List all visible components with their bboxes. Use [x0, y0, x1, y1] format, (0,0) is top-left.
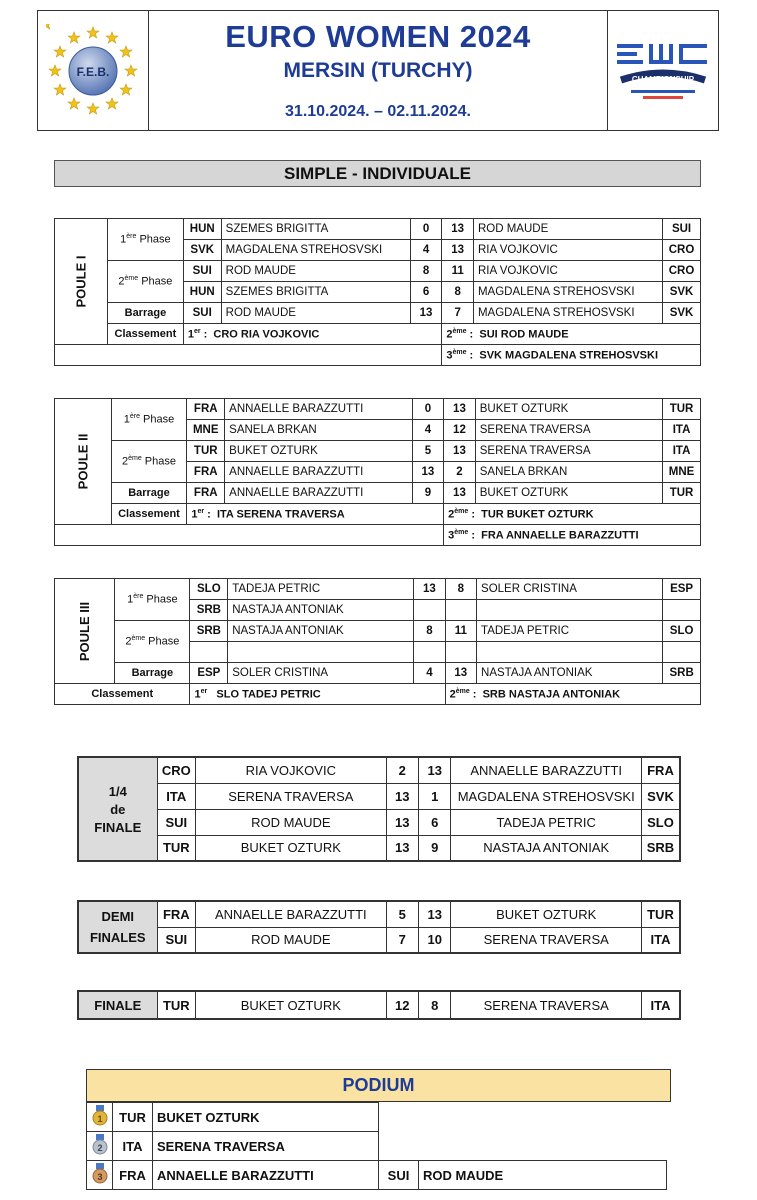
score: 4: [410, 240, 442, 261]
svg-text:2: 2: [96, 1142, 103, 1153]
score: 13: [444, 483, 476, 504]
player-name: [477, 642, 663, 663]
player-name: SZEMES BRIGITTA: [221, 282, 410, 303]
player-name: ROD MAUDE: [196, 809, 387, 835]
player-name: SERENA TRAVERSA: [196, 783, 387, 809]
country-code: MNE: [663, 462, 701, 483]
country-code: CRO: [663, 240, 701, 261]
gold-medal-icon: [87, 1103, 113, 1132]
poule-3-table: [54, 578, 701, 705]
score: 5: [386, 901, 418, 927]
score: 13: [412, 462, 443, 483]
player-name: BUKET OZTURK: [153, 1103, 379, 1132]
player-name: SZEMES BRIGITTA: [221, 219, 410, 240]
score: 11: [442, 261, 474, 282]
player-name: SERENA TRAVERSA: [153, 1132, 379, 1161]
country-code: [663, 600, 701, 621]
score: 2: [444, 462, 476, 483]
country-code: HUN: [183, 282, 221, 303]
ewc-logo-icon: [613, 36, 713, 106]
player-name: SERENA TRAVERSA: [475, 420, 662, 441]
player-name: SANELA BRKAN: [475, 462, 662, 483]
score: 7: [386, 927, 418, 953]
podium-title: PODIUM: [86, 1069, 671, 1102]
player-name: ANNAELLE BARAZZUTTI: [225, 462, 413, 483]
player-name: TADEJA PETRIC: [477, 621, 663, 642]
country-code: TUR: [157, 991, 196, 1019]
quarter-final-table: [77, 756, 681, 862]
country-code: ITA: [641, 927, 680, 953]
page-title: EURO WOMEN 2024: [225, 19, 531, 54]
player-name: MAGDALENA STREHOSVSKI: [451, 783, 642, 809]
phase-label: 1ère Phase: [111, 399, 187, 441]
player-name: ANNAELLE BARAZZUTTI: [225, 399, 413, 420]
podium-table: [86, 1102, 667, 1190]
country-code: TUR: [187, 441, 225, 462]
country-code: ESP: [190, 663, 228, 684]
country-code: ITA: [663, 441, 701, 462]
score: 8: [445, 579, 476, 600]
player-name: SERENA TRAVERSA: [451, 927, 642, 953]
score: 8: [442, 282, 474, 303]
score: 13: [444, 399, 476, 420]
player-name: TADEJA PETRIC: [451, 809, 642, 835]
player-name: TADEJA PETRIC: [228, 579, 414, 600]
player-name: MAGDALENA STREHOSVSKI: [473, 303, 662, 324]
player-name: MAGDALENA STREHOSVSKI: [473, 282, 662, 303]
country-code: SUI: [157, 809, 196, 835]
player-name: NASTAJA ANTONIAK: [451, 835, 642, 861]
player-name: SERENA TRAVERSA: [451, 991, 642, 1019]
player-name: ANNAELLE BARAZZUTTI: [196, 901, 387, 927]
score: 12: [386, 991, 418, 1019]
score: 4: [414, 663, 445, 684]
score: 13: [414, 579, 445, 600]
player-name: ANNAELLE BARAZZUTTI: [153, 1161, 379, 1190]
player-name: BUKET OZTURK: [196, 835, 387, 861]
score: 6: [419, 809, 451, 835]
country-code: SVK: [663, 303, 701, 324]
score: 13: [442, 219, 474, 240]
round-label: FINALE: [78, 991, 157, 1019]
country-code: ITA: [663, 420, 701, 441]
country-code: SUI: [157, 927, 196, 953]
country-code: CRO: [157, 757, 196, 783]
score: 9: [412, 483, 443, 504]
country-code: [190, 642, 228, 663]
country-code: SLO: [190, 579, 228, 600]
player-name: [228, 642, 414, 663]
player-name: ROD MAUDE: [419, 1161, 667, 1190]
score: 10: [419, 927, 451, 953]
rank-second: 2ème : SUI ROD MAUDE: [442, 324, 701, 345]
phase-label: 2ème Phase: [108, 261, 184, 303]
svg-text:1: 1: [96, 1113, 103, 1124]
player-name: NASTAJA ANTONIAK: [228, 621, 414, 642]
player-name: ROD MAUDE: [221, 303, 410, 324]
phase-label: 1ère Phase: [115, 579, 190, 621]
score: 13: [444, 441, 476, 462]
rank-first: 1er : ITA SERENA TRAVERSA: [187, 504, 444, 525]
poule-2-table: [54, 398, 701, 546]
country-code: SLO: [663, 621, 701, 642]
player-name: MAGDALENA STREHOSVSKI: [221, 240, 410, 261]
country-code: ITA: [113, 1132, 153, 1161]
country-code: SVK: [183, 240, 221, 261]
classement-label: Classement: [108, 324, 184, 345]
country-code: FRA: [157, 901, 196, 927]
svg-text:3: 3: [96, 1171, 103, 1182]
country-code: SVK: [641, 783, 680, 809]
country-code: TUR: [113, 1103, 153, 1132]
player-name: BUKET OZTURK: [225, 441, 413, 462]
phase-label: 1ère Phase: [108, 219, 184, 261]
player-name: [477, 600, 663, 621]
player-name: RIA VOJKOVIC: [473, 261, 662, 282]
round-label: 1/4 de FINALE: [78, 757, 157, 861]
score: [414, 642, 445, 663]
score: 8: [410, 261, 442, 282]
score: 0: [410, 219, 442, 240]
feb-logo: [38, 11, 149, 130]
country-code: SRB: [641, 835, 680, 861]
player-name: NASTAJA ANTONIAK: [477, 663, 663, 684]
player-name: SANELA BRKAN: [225, 420, 413, 441]
score: 7: [442, 303, 474, 324]
feb-logo-icon: [46, 24, 140, 118]
country-code: HUN: [183, 219, 221, 240]
player-name: ROD MAUDE: [196, 927, 387, 953]
country-code: MNE: [187, 420, 225, 441]
country-code: FRA: [187, 399, 225, 420]
player-name: ROD MAUDE: [221, 261, 410, 282]
score: 6: [410, 282, 442, 303]
score: 13: [410, 303, 442, 324]
score: 2: [386, 757, 418, 783]
country-code: SUI: [183, 303, 221, 324]
header: [37, 10, 719, 131]
country-code: CRO: [663, 261, 701, 282]
country-code: SLO: [641, 809, 680, 835]
score: 1: [419, 783, 451, 809]
score: [445, 600, 476, 621]
rank-third: 3ème : SVK MAGDALENA STREHOSVSKI: [442, 345, 701, 366]
country-code: ITA: [157, 783, 196, 809]
round-label: DEMI FINALES: [78, 901, 157, 953]
rank-second: 2ème : SRB NASTAJA ANTONIAK: [445, 684, 700, 705]
player-name: BUKET OZTURK: [475, 483, 662, 504]
score: 11: [445, 621, 476, 642]
classement-label: Classement: [55, 684, 190, 705]
country-code: SVK: [663, 282, 701, 303]
score: 13: [386, 835, 418, 861]
score: 13: [442, 240, 474, 261]
svg-text:CHAMPIONSHIP: CHAMPIONSHIP: [631, 74, 695, 84]
ewc-logo: [607, 11, 718, 130]
poule-label: POULE III: [55, 579, 115, 684]
phase-label: 2ème Phase: [115, 621, 190, 663]
score: 9: [419, 835, 451, 861]
score: 4: [412, 420, 443, 441]
score: [414, 600, 445, 621]
phase-label: Barrage: [108, 303, 184, 324]
event-dates: 31.10.2024. – 02.11.2024.: [285, 103, 471, 120]
rank-first: 1er : CRO RIA VOJKOVIC: [183, 324, 442, 345]
player-name: BUKET OZTURK: [475, 399, 662, 420]
section-title: SIMPLE - INDIVIDUALE: [54, 160, 701, 187]
score: [445, 642, 476, 663]
player-name: RIA VOJKOVIC: [196, 757, 387, 783]
poule-1-table: [54, 218, 701, 366]
score: 5: [412, 441, 443, 462]
player-name: SOLER CRISTINA: [477, 579, 663, 600]
svg-text:F.E.B.: F.E.B.: [76, 64, 110, 79]
country-code: SRB: [663, 663, 701, 684]
phase-label: Barrage: [111, 483, 187, 504]
country-code: FRA: [113, 1161, 153, 1190]
country-code: [663, 642, 701, 663]
score: 13: [419, 757, 451, 783]
player-name: NASTAJA ANTONIAK: [228, 600, 414, 621]
score: 8: [419, 991, 451, 1019]
header-center: [149, 11, 607, 130]
silver-medal-icon: [87, 1132, 113, 1161]
page-subtitle: MERSIN (TURCHY): [283, 59, 473, 82]
country-code: SUI: [663, 219, 701, 240]
poule-label: POULE II: [55, 399, 112, 525]
country-code: TUR: [157, 835, 196, 861]
country-code: ESP: [663, 579, 701, 600]
player-name: ROD MAUDE: [473, 219, 662, 240]
final-table: [77, 990, 681, 1020]
score: 8: [414, 621, 445, 642]
country-code: FRA: [187, 483, 225, 504]
score: 13: [386, 783, 418, 809]
score: 13: [419, 901, 451, 927]
country-code: SUI: [379, 1161, 419, 1190]
player-name: BUKET OZTURK: [451, 901, 642, 927]
score: 12: [444, 420, 476, 441]
rank-first: 1er SLO TADEJ PETRIC: [190, 684, 445, 705]
player-name: SOLER CRISTINA: [228, 663, 414, 684]
score: 0: [412, 399, 443, 420]
semi-final-table: [77, 900, 681, 954]
classement-label: Classement: [111, 504, 187, 525]
country-code: SRB: [190, 621, 228, 642]
player-name: ANNAELLE BARAZZUTTI: [451, 757, 642, 783]
country-code: FRA: [187, 462, 225, 483]
country-code: FRA: [641, 757, 680, 783]
player-name: ANNAELLE BARAZZUTTI: [225, 483, 413, 504]
country-code: TUR: [663, 483, 701, 504]
country-code: SRB: [190, 600, 228, 621]
country-code: SUI: [183, 261, 221, 282]
score: 13: [445, 663, 476, 684]
player-name: RIA VOJKOVIC: [473, 240, 662, 261]
phase-label: 2ème Phase: [111, 441, 187, 483]
svg-text:EWC: EWC: [661, 57, 665, 59]
country-code: ITA: [641, 991, 680, 1019]
score: 13: [386, 809, 418, 835]
rank-second: 2ème : TUR BUKET OZTURK: [444, 504, 701, 525]
country-code: TUR: [641, 901, 680, 927]
rank-third: 3ème : FRA ANNAELLE BARAZZUTTI: [444, 525, 701, 546]
poule-label: POULE I: [55, 219, 108, 345]
player-name: BUKET OZTURK: [196, 991, 387, 1019]
phase-label: Barrage: [115, 663, 190, 684]
bronze-medal-icon: [87, 1161, 113, 1190]
country-code: TUR: [663, 399, 701, 420]
player-name: SERENA TRAVERSA: [475, 441, 662, 462]
